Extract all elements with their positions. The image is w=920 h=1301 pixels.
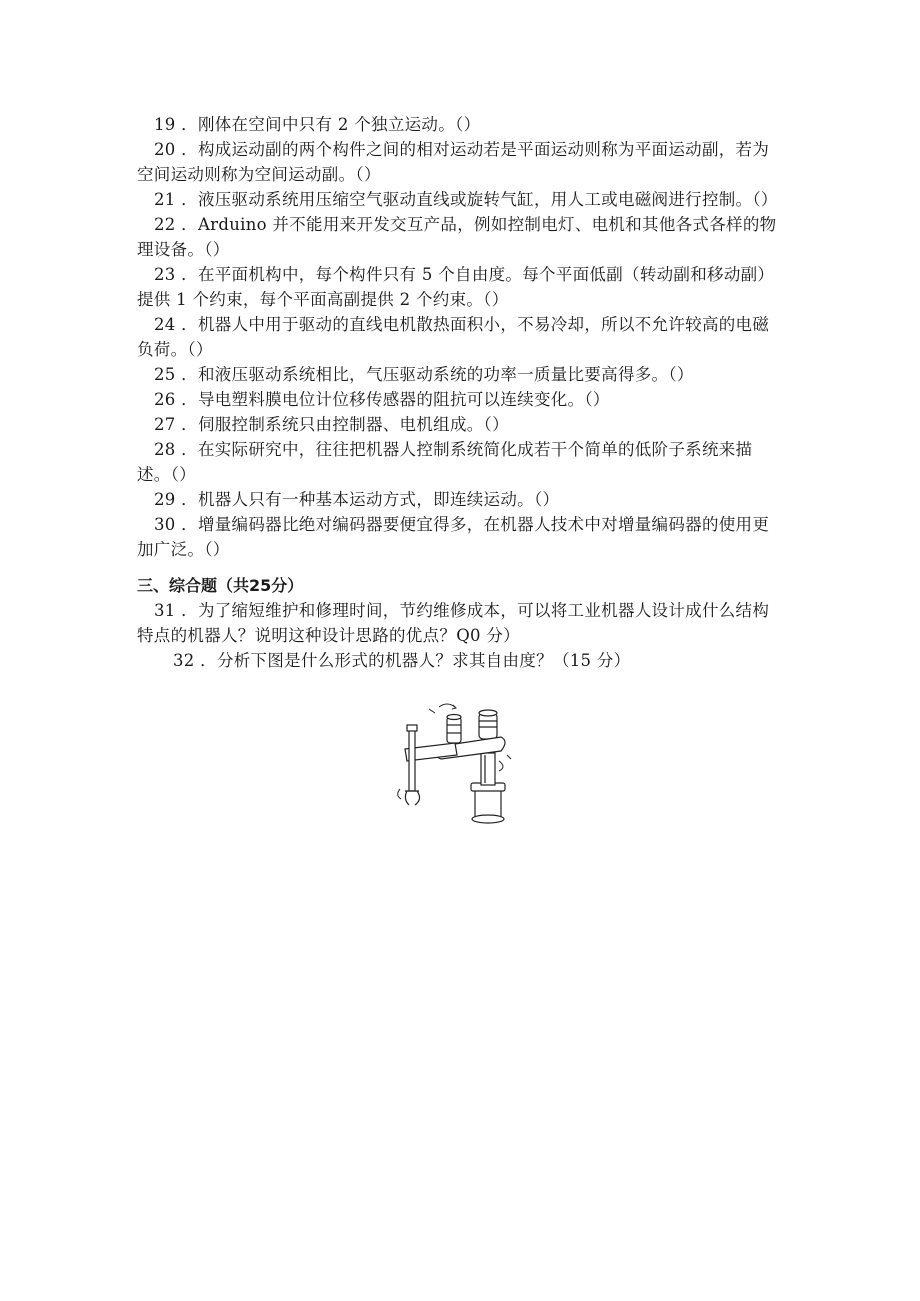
- question-30: 30 ．增量编码器比绝对编码器要便宜得多，在机器人技术中对增量编码器的使用更加广泛。（）: [137, 515, 770, 559]
- question-list: [137, 112, 777, 673]
- question-23: 23 ．在平面机构中，每个构件只有 5 个自由度。每个平面低副（转动副和移动副）提供 1 个约束，每个平面高副提供 2 个约束。（）: [137, 265, 775, 309]
- question-31: 31 ．为了缩短维护和修理时间，节约维修成本，可以将工业机器人设计成什么结构特点的机器人？说明这种设计思路的优点？Q0 分）: [137, 601, 770, 645]
- scara-robot-figure: [395, 703, 525, 825]
- question-29: 29 ．机器人只有一种基本运动方式，即连续运动。（）: [154, 490, 560, 509]
- question-19: 19 ．刚体在空间中只有 2 个独立运动。（）: [154, 115, 481, 134]
- question-21: 21 ．液压驱动系统用压缩空气驱动直线或旋转气缸，用人工或电磁阀进行控制。（）: [154, 190, 778, 209]
- question-26: 26 ．导电塑料膜电位计位移传感器的阻抗可以连续变化。（）: [154, 390, 610, 409]
- question-22: 22 ．Arduino 并不能用来开发交互产品，例如控制电灯、电机和其他各式各样的物理设备。（）: [137, 215, 777, 259]
- scara-robot-illustration: [395, 703, 525, 825]
- question-25: 25 ．和液压驱动系统相比，气压驱动系统的功率一质量比要高得多。（）: [154, 365, 694, 384]
- question-27: 27 ．伺服控制系统只由控制器、电机组成。（）: [154, 415, 509, 434]
- question-32: 32 ．分析下图是什么形式的机器人？求其自由度？（15 分）: [173, 651, 631, 670]
- question-20: 20 ．构成运动副的两个构件之间的相对运动若是平面运动则称为平面运动副，若为空间运动则称为空间运动副。（）: [137, 140, 770, 184]
- section-title-comprehensive: 三、综合题（共25分）: [137, 576, 304, 595]
- question-24: 24 ．机器人中用于驱动的直线电机散热面积小，不易冷却，所以不允许较高的电磁负荷。（）: [137, 315, 770, 359]
- question-28: 28 ．在实际研究中，往往把机器人控制系统简化成若干个简单的低阶子系统来描述。（）: [137, 440, 753, 484]
